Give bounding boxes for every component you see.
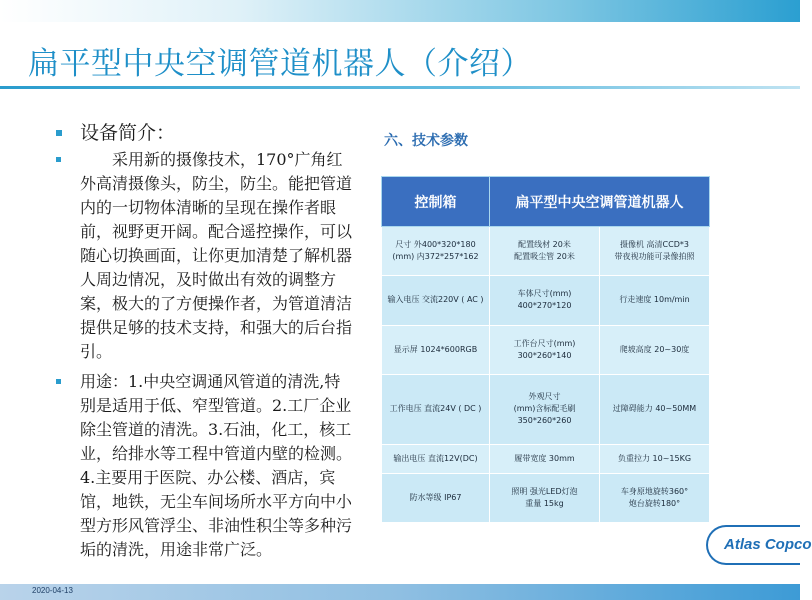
slide-title: 扁平型中央空调管道机器人（介绍） (28, 46, 532, 82)
spec-cell-line: 外观尺寸 (528, 392, 561, 402)
spec-cell-line: 工作台尺寸(mm) (513, 338, 576, 348)
spec-cell-line: 履带宽度 30mm (514, 453, 575, 463)
spec-cell-line: 显示屏 1024*600RGB (393, 344, 478, 354)
spec-cell-line: 炮台旋转180° (628, 498, 681, 508)
intro-section (56, 118, 356, 562)
spec-cell (382, 473, 490, 522)
spec-cell (600, 444, 710, 473)
top-banner (0, 0, 800, 22)
spec-cell-line: 过障碍能力 40~50MM (612, 404, 697, 414)
spec-cell-line: 重量 15kg (525, 498, 564, 508)
spec-cell-line: 带夜视功能可录像拍照 (614, 252, 695, 262)
spec-cell-line: 防水等级 IP67 (409, 492, 462, 502)
spec-cell-line: 尺寸 外400*320*180 (395, 240, 476, 250)
intro-usage: 用途：1.中央空调通风管道的清洗,特别是适用于低、窄型管道。2.工厂企业除尘管道的清洗。3.石油，化工，核工业，给排水等工程中管道内壁的检测。4.主要用于医院、办公楼、酒店，宾馆，地铁，无尘车间场所水平方向中小型方形风管浮尘、非油性积尘等多种污垢的清洗，用途非常广泛。 (80, 372, 353, 559)
spec-row (382, 227, 710, 276)
spec-cell-line: 输出电压 直流12V(DC) (393, 453, 478, 463)
spec-cell-line: 爬坡高度 20~30度 (619, 344, 690, 354)
spec-row (382, 444, 710, 473)
spec-header-row (382, 177, 710, 227)
title-divider (0, 86, 800, 89)
spec-header-robot: 扁平型中央空调管道机器人 (490, 177, 710, 227)
description-row (56, 148, 356, 364)
logo-text: Atlas Copco (724, 536, 812, 553)
spec-cell-line: (mm) 内372*257*162 (392, 252, 479, 262)
spec-cell (490, 444, 600, 473)
spec-cell (382, 227, 490, 276)
spec-cell (382, 444, 490, 473)
spec-cell (600, 276, 710, 325)
spec-cell-line: 车身原地旋转360° (620, 486, 689, 496)
spec-cell (490, 325, 600, 374)
spec-cell (490, 227, 600, 276)
spec-cell-line: 车体尺寸(mm) (517, 289, 572, 299)
square-bullet-icon (56, 130, 62, 136)
spec-cell-line: (mm)含标配毛刷 (513, 404, 576, 414)
spec-cell-line: 配置线材 20米 (518, 240, 571, 250)
spec-row (382, 325, 710, 374)
spec-cell-line: 300*260*140 (517, 350, 572, 360)
spec-cell (382, 325, 490, 374)
square-bullet-icon (56, 157, 61, 162)
bottom-banner (0, 584, 800, 600)
company-logo (706, 525, 812, 565)
spec-cell-line: 400*270*120 (517, 301, 572, 311)
spec-cell-line: 工作电压 直流24V ( DC ) (389, 404, 482, 414)
spec-cell (600, 473, 710, 522)
square-bullet-icon (56, 379, 61, 384)
spec-row (382, 473, 710, 522)
spec-cell-line: 输入电压 交流220V ( AC ) (387, 295, 484, 305)
spec-cell-line: 配置吸尘管 20米 (514, 252, 575, 262)
spec-cell (382, 374, 490, 444)
spec-cell (490, 473, 600, 522)
spec-row (382, 276, 710, 325)
params-title: 六、技术参数 (384, 133, 468, 149)
spec-body (382, 227, 710, 523)
spec-cell-line: 350*260*260 (517, 416, 572, 426)
footer-date: 2020-04-13 (32, 586, 73, 595)
spec-cell (490, 374, 600, 444)
spec-cell-line: 照明 强光LED灯泡 (511, 486, 578, 496)
spec-cell-line: 摄像机 高清CCD*3 (620, 240, 689, 250)
intro-description: 采用新的摄像技术，170°广角红外高清摄像头，防尘，防尘。能把管道内的一切物体清晰的呈现在操作者眼前，视野更开阔。配合遥控操作，可以随心切换画面，让你更加清楚了解机器人周边情况，及时做出有效的调整方案，极大的了方便操作者，为管道清洁提供足够的技术支持，和强大的后台指引。 (80, 150, 353, 361)
spec-header-control-box: 控制箱 (382, 177, 490, 227)
spec-cell (382, 276, 490, 325)
spec-cell (600, 374, 710, 444)
intro-heading-row (56, 118, 356, 148)
usage-row (56, 370, 356, 562)
spec-cell-line: 负重拉力 10~15KG (617, 453, 692, 463)
intro-heading: 设备简介： (80, 122, 176, 144)
spec-row (382, 374, 710, 444)
spec-cell-line: 行走速度 10m/min (619, 295, 690, 305)
spec-cell (600, 325, 710, 374)
spec-cell (490, 276, 600, 325)
spec-cell (600, 227, 710, 276)
spec-table (381, 176, 710, 523)
